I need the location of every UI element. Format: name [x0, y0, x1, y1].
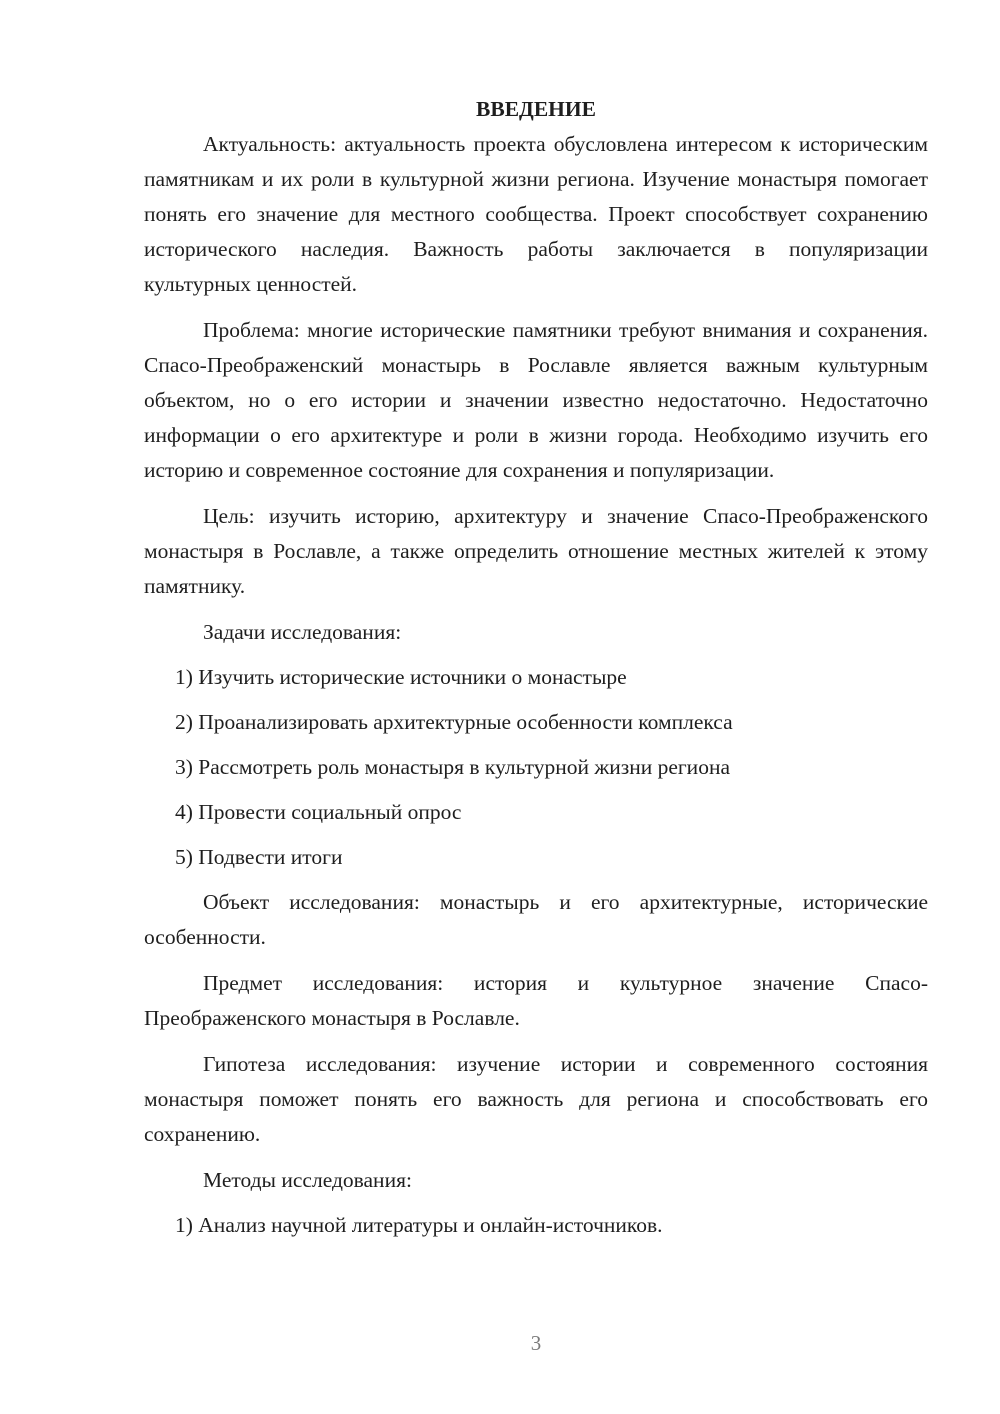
- page-number: 3: [530, 1331, 542, 1355]
- task-item: 2) Проанализировать архитектурные особенности комплекса: [175, 710, 733, 734]
- section-title: ВВЕДЕНИЕ: [476, 97, 596, 121]
- hypothesis-paragraph: Гипотеза исследования: изучение истории и современного состояния монастыря поможет понять его важность для региона и способствовать его сохранению.: [144, 1052, 928, 1146]
- relevance-paragraph: Актуальность: актуальность проекта обусловлена интересом к историческим памятникам и их роли в культурной жизни региона. Изучение монастыря помогает понять его значение для местного сообщества. Проект способствует сохранению исторического наследия. Важность работы заключается в популяризации культурных ценностей.: [144, 132, 928, 296]
- subject-paragraph: Предмет исследования: история и культурное значение Спасо-Преображенского монастыря в Рославле.: [144, 971, 928, 1030]
- method-item: 1) Анализ научной литературы и онлайн-источников.: [175, 1213, 663, 1237]
- object-paragraph: Объект исследования: монастырь и его архитектурные, исторические особенности.: [144, 890, 928, 949]
- document-page: [144, 92, 928, 1253]
- tasks-heading: Задачи исследования:: [203, 620, 402, 644]
- tasks-list: [144, 660, 928, 875]
- methods-heading: Методы исследования:: [203, 1168, 412, 1192]
- methods-list: [144, 1208, 928, 1243]
- task-item: 3) Рассмотреть роль монастыря в культурной жизни региона: [175, 755, 730, 779]
- problem-paragraph: Проблема: многие исторические памятники требуют внимания и сохранения. Спасо-Преображенский монастырь в Рославле является важным культурным объектом, но о его истории и значении известно недостаточно. Недостаточно информации о его архитектуре и роли в жизни города. Необходимо изучить его историю и современное состояние для сохранения и популяризации.: [144, 318, 928, 482]
- task-item: 4) Провести социальный опрос: [175, 800, 462, 824]
- task-item: 1) Изучить исторические источники о монастыре: [175, 665, 627, 689]
- goal-paragraph: Цель: изучить историю, архитектуру и значение Спасо-Преображенского монастыря в Рославле, а также определить отношение местных жителей к этому памятнику.: [144, 504, 928, 598]
- task-item: 5) Подвести итоги: [175, 845, 343, 869]
